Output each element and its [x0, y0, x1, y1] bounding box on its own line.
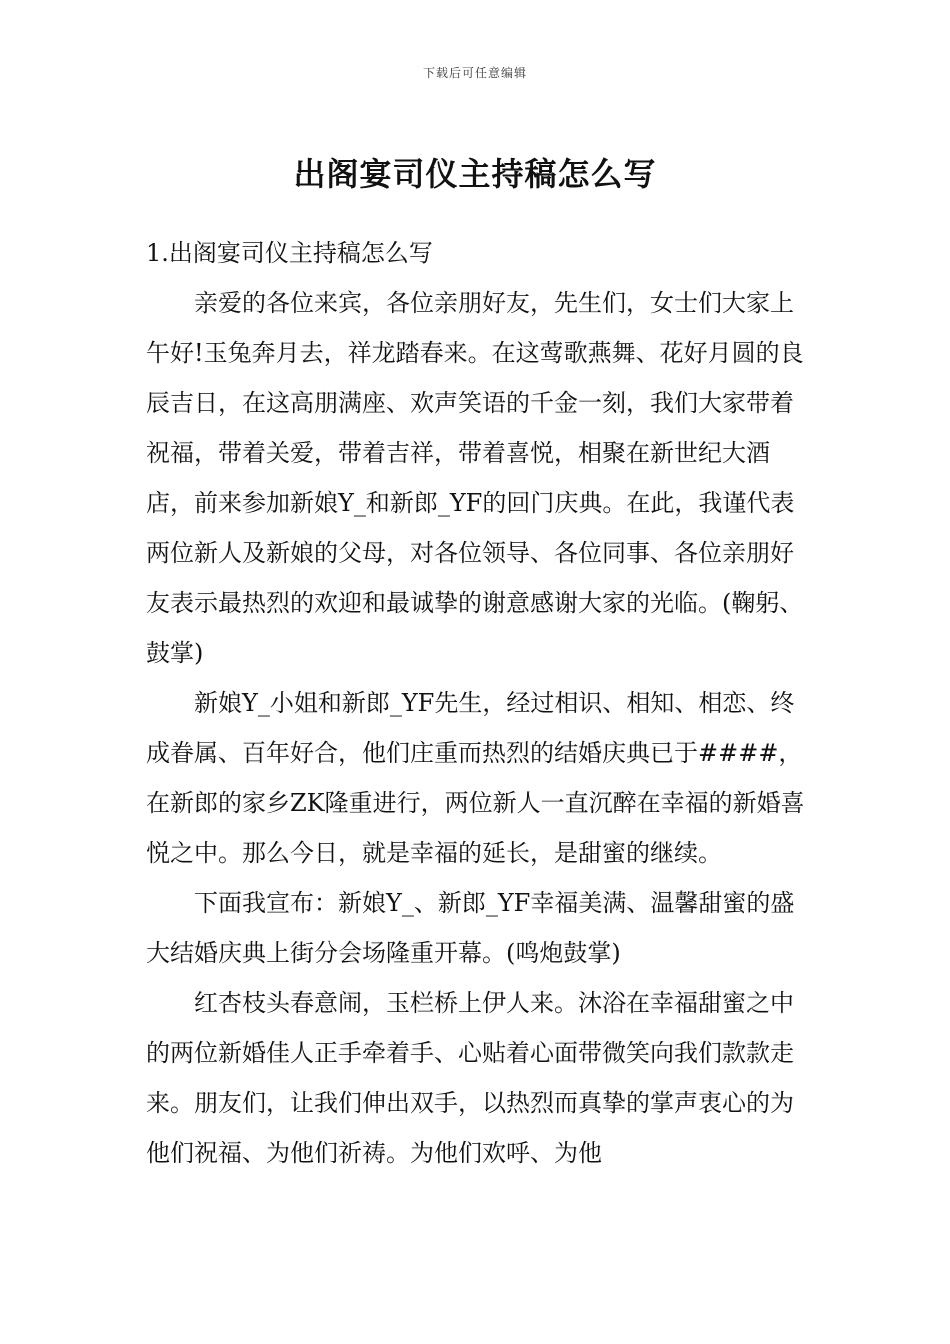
- paragraph-greeting: 亲爱的各位来宾，各位亲朋好友，先生们，女士们大家上午好!玉兔奔月去，祥龙踏春来。在这莺歌燕舞、花好月圆的良辰吉日，在这高朋满座、欢声笑语的千金一刻，我们大家带着祝福，带着关爱，带着吉祥，带着喜悦，相聚在新世纪大酒店，前来参加新娘Y_和新郎_YF的回门庆典。在此，我谨代表两位新人及新娘的父母，对各位领导、各位同事、各位亲朋好友表示最热烈的欢迎和最诚挚的谢意感谢大家的光临。(鞠躬、鼓掌): [146, 289, 804, 667]
- section-heading: 1.出阁宴司仪主持稿怎么写: [146, 239, 433, 267]
- paragraph-entrance: 红杏枝头春意闹，玉栏桥上伊人来。沐浴在幸福甜蜜之中的两位新婚佳人正手牵着手、心贴着心面带微笑向我们款款走来。朋友们，让我们伸出双手，以热烈而真挚的掌声衷心的为他们祝福、为他们祈祷。为他们欢呼、为他: [146, 989, 794, 1167]
- document-title: 出阁宴司仪主持稿怎么写: [293, 155, 657, 194]
- document-body: [146, 228, 810, 1178]
- paragraph-couple-intro: 新娘Y_小姐和新郎_YF先生，经过相识、相知、相恋、终成眷属、百年好合，他们庄重而热烈的结婚庆典已于####，在新郎的家乡ZK隆重进行，两位新人一直沉醉在幸福的新婚喜悦之中。那么今日，就是幸福的延长，是甜蜜的继续。: [146, 689, 805, 867]
- paragraph-announcement: 下面我宣布：新娘Y_、新郎_YF幸福美满、温馨甜蜜的盛大结婚庆典上街分会场隆重开幕。(鸣炮鼓掌): [146, 889, 795, 967]
- header-note: 下载后可任意编辑: [422, 66, 527, 80]
